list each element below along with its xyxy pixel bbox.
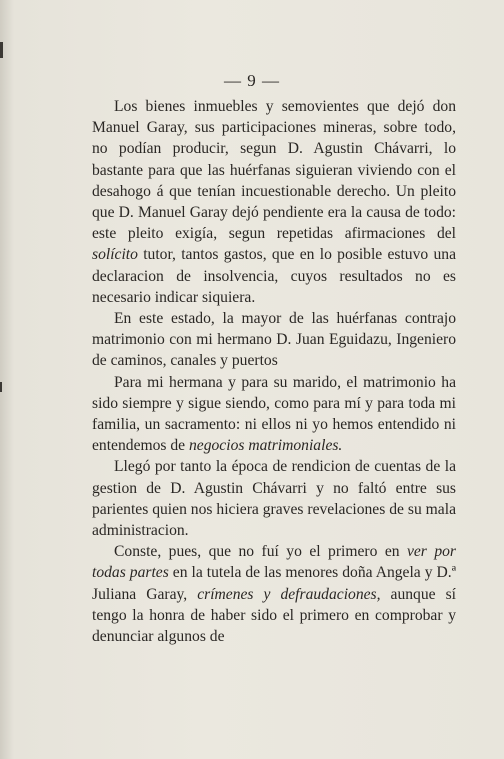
italic-text-segment: ver por todas partes	[92, 543, 456, 582]
text-segment: Llegó por tanto la época de rendicion de cuentas de la gestion de D. Agustin Chávarri y no faltó entre sus parientes quien nos hiciera graves revelaciones de su mala administracion.	[92, 458, 456, 540]
text-segment: aunque sí tengo la honra de haber sido el primero en comprobar y denunciar algunos de	[92, 585, 456, 646]
gutter-mark	[0, 42, 3, 58]
paragraph-5	[92, 541, 456, 647]
text-segment: Conste, pues, que no fuí yo el primero en	[114, 543, 407, 561]
text-segment: tutor, tantos gastos, que en lo posible estuvo una declaracion de insolvencia, cuyos resultados no es necesario indicar siquiera.	[92, 246, 456, 306]
paragraph-2	[92, 308, 456, 372]
paragraph-4	[92, 456, 456, 541]
text-segment: en la tutela de las menores doña Angela y D.ª Juliana Garay,	[92, 564, 456, 603]
paragraph-1	[92, 96, 456, 308]
italic-text-segment: crímenes y defraudaciones,	[197, 585, 381, 603]
text-segment: En este estado, la mayor de las huérfanas contrajo matrimonio con mi hermano D. Juan Eguidazu, Ingeniero de caminos, canales y puertos	[92, 310, 456, 370]
italic-text-segment: solícito	[92, 246, 138, 264]
text-segment: Los bienes inmuebles y semovientes que dejó don Manuel Garay, sus participaciones mineras, sobre todo, no podían producir, segun D. Agustin Chávarri, lo bastante para que las huérfanas siguieran viviendo con el desahogo á que tenían incuestionable derecho. Un pleito que D. Manuel Garay dejó pendiente era la causa de todo: este pleito exigía, segun repetidas afirmaciones del	[92, 98, 456, 243]
italic-text-segment: negocios matrimoniales.	[189, 437, 343, 455]
body-text	[92, 96, 456, 647]
page-number: — 9 —	[224, 71, 280, 90]
gutter-mark	[0, 382, 2, 392]
text-segment: Para mi hermana y para su marido, el matrimonio ha sido siempre y sigue siendo, como para mí y para toda mi familia, un sacramento: ni ellos ni yo hemos entendido ni entendemos de	[92, 373, 456, 455]
paragraph-3	[92, 372, 456, 457]
